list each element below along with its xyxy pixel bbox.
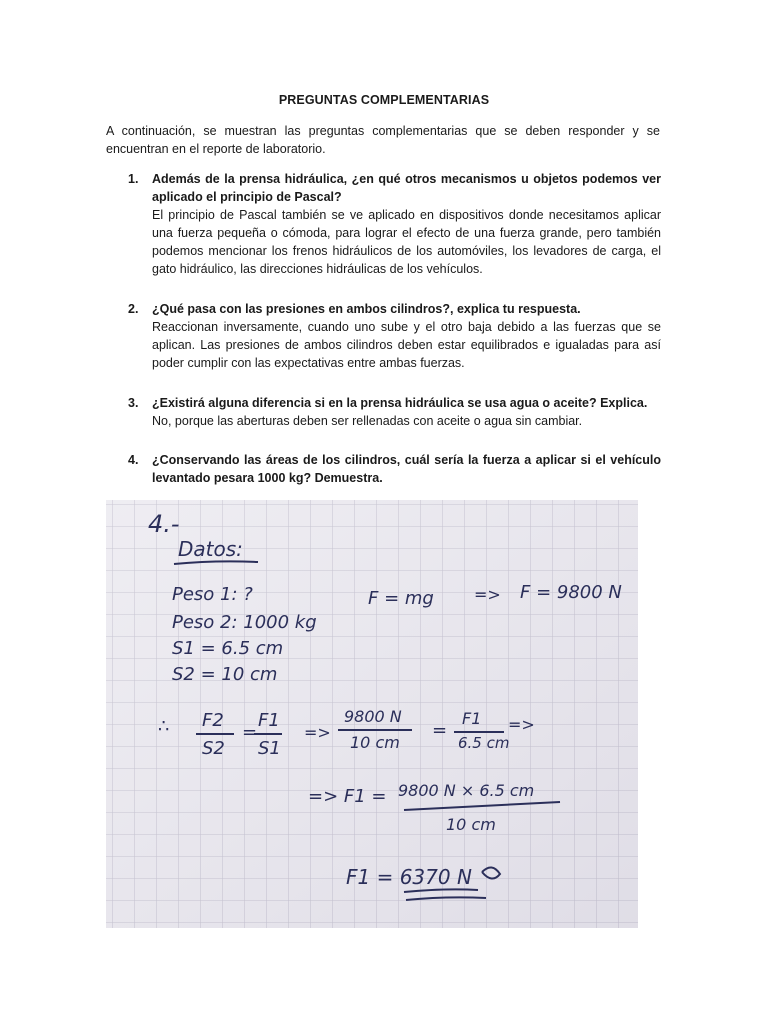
hw-f2: F2 [202,710,224,731]
hw-calc-denominator: 10 cm [446,815,496,834]
hw-s1: S1 = 6.5 cm [172,638,284,659]
question-item-1 [106,170,661,278]
hw-final-result: F1 = 6370 N [346,865,472,889]
hw-6-5cm: 6.5 cm [458,734,510,752]
hw-implies-3: => [508,715,535,734]
grid-paper [106,500,638,928]
question-number: 1. [128,172,139,186]
hw-calc-lhs: => F1 = [308,786,387,807]
question-item-2 [106,300,661,372]
hw-s1-den: S1 [258,738,281,759]
page-title: PREGUNTAS COMPLEMENTARIAS [278,93,490,107]
hw-9800n: 9800 N [344,707,402,726]
hw-s2: S2 = 10 cm [172,664,278,685]
answer-text: El principio de Pascal también se ve aplicado en dispositivos donde necesitamos aplicar una fuerza pequeña o cómoda, para lograr el efecto de una fuerza grande, pero también podemos mencionar los frenos hidráulicos de los automóviles, los levadores de carga, el gato hidráulico, las direcciones hidráulicas de los vehículos. [152,208,661,276]
hw-peso-2: Peso 2: 1000 kg [172,612,317,633]
hw-force-result: F = 9800 N [520,582,622,603]
hw-heading-number: 4.- [148,510,180,538]
hw-equals-1: = [242,722,258,743]
question-item-4 [106,451,661,487]
question-number: 2. [128,302,139,316]
hw-implies-1: => [474,585,501,604]
hw-10cm: 10 cm [350,733,400,752]
question-text: ¿Qué pasa con las presiones en ambos cilindros?, explica tu respuesta. [152,302,581,316]
hw-implies-2: => [304,723,331,742]
question-number: 4. [128,453,139,467]
intro-paragraph: A continuación, se muestran las preguntas complementarias que se deben responder y se encuentran en el reporte de laboratorio. [106,124,660,156]
hw-f1-b: F1 [462,709,482,728]
hw-peso-1: Peso 1: ? [172,584,253,605]
hw-heading: Datos: [178,537,243,561]
answer-text: No, porque las aberturas deben ser rellenadas con aceite o agua sin cambiar. [152,414,583,428]
question-number: 3. [128,396,139,410]
hw-therefore: ∴ [158,716,170,737]
hw-s2-den: S2 [202,738,225,759]
handwritten-solution-photo [106,500,638,928]
hw-f1: F1 [258,710,280,731]
question-text: ¿Conservando las áreas de los cilindros, cuál sería la fuerza a aplicar si el vehículo levantado pesara 1000 kg? Demuestra. [152,453,661,485]
question-text: Además de la prensa hidráulica, ¿en qué otros mecanismos u objetos podemos ver aplicado el principio de Pascal? [152,172,661,204]
question-item-3 [106,394,661,430]
answer-text: Reaccionan inversamente, cuando uno sube y el otro baja debido a las fuerzas que se aplican. Las presiones de ambos cilindros deben estar equilibrados e igualadas para así poder cumplir con las expectativas entre ambas fuerzas. [152,320,661,370]
hw-calc-numerator: 9800 N × 6.5 cm [398,781,535,800]
hw-formula: F = mg [368,588,434,609]
question-text: ¿Existirá alguna diferencia si en la prensa hidráulica se usa agua o aceite? Explica. [152,396,648,410]
hw-equals-2: = [432,720,448,741]
